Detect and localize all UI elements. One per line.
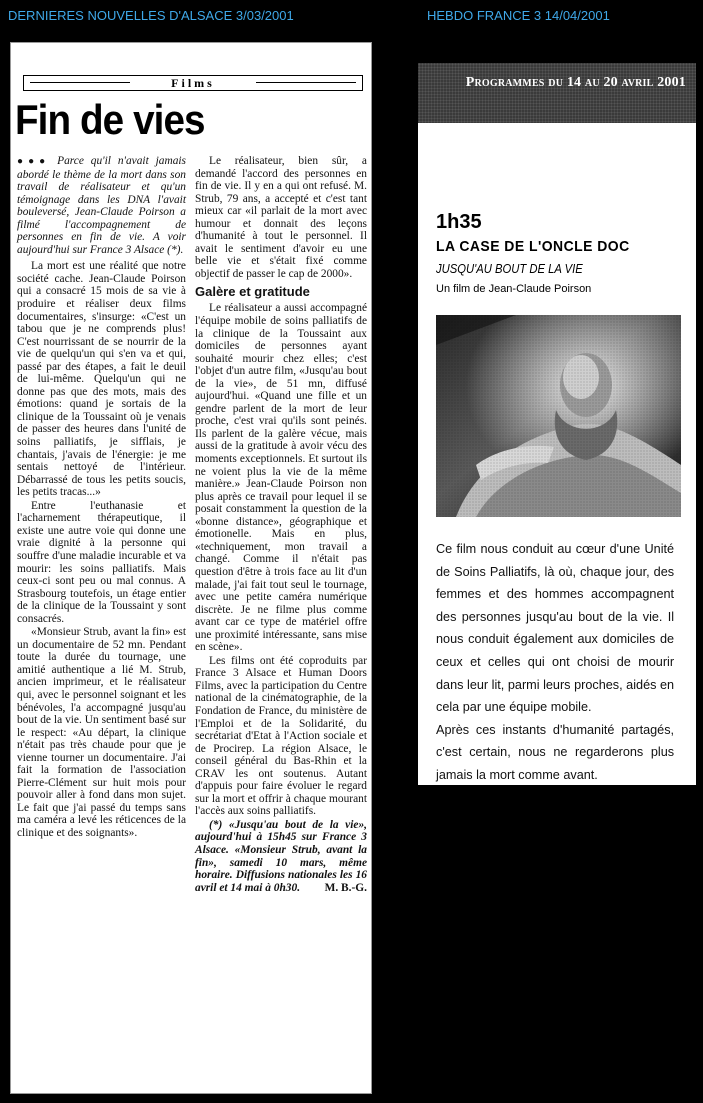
programme-synopsis [436,538,684,785]
article-subhead: Galère et gratitude [195,284,310,300]
article-paragraph: «Monsieur Strub, avant la fin» est un documentaire de 52 mn. Pendant toute la durée du tournage, une amitié authentique a lié M. Strub, ancien imprimeur, et le réalisateur qui, avec le personnel soignant et les bénévoles, l'a accompagné jusqu'au bout de la vie. Un sentiment basé sur le respect: «Au départ, la clinique n'était pas très chaude pour que je vienne tourner un documentaire. J'ai fait la formation de l'association Pierre-Clément sur huit mois pour pouvoir aller à fond dans mon sujet. Le fait que j'ai passé du temps sans ma caméra a levé les réticences de la clinique et des soignants». [17,626,187,839]
broadcast-note [195,819,367,894]
patient-photo [436,315,681,517]
tv-listing-clipping [418,63,696,785]
source-label-left: DERNIERES NOUVELLES D'ALSACE 3/03/2001 [8,8,294,23]
article-paragraph: Entre l'euthanasie et l'acharnement thérapeutique, il existe une autre voie qui donne une vraie dignité à la personne qui souffre d'une maladie incurable et va mourir: les soins palliatifs. Mais ceux-ci sont peu ou mal connus. A Strasbourg toutefois, un étage entier de la clinique de la Toussaint y sont consacrés. [17,499,186,625]
article-column-1 [17,155,186,841]
bullet-dots-icon: ●●● [17,156,51,167]
section-rubric: Films [23,75,363,91]
article-paragraph: Le réalisateur, bien sûr, a demandé l'accord des personnes en fin de vie. Il y en a qui ont refusé. M. Strub, 79 ans, a accepté et c'est tant mieux car «il parlait de la mort avec humour et donnait des leçons d'humanité à tout le personnel. Il avait le sentiment d'avoir eu une belle vie et s'était fixé comme objectif de passer le cap de 2000». [195,155,367,280]
programme-duration: 1h35 [436,211,482,233]
article-lead [17,155,186,256]
source-label-right: HEBDO FRANCE 3 14/04/2001 [427,8,610,23]
lead-text: Parce qu'il n'avait jamais abordé le thème de la mort dans son travail de réalisateur et qu'un témoignage dans les DNA l'avait bouleversé, Jean-Claude Poirson a filmé l'accompagnement de personnes en fin de vie. A voir aujourd'hui sur France 3 Alsace (*). [17,155,186,256]
article-column-2 [195,155,367,895]
article-paragraph: Les films ont été coproduits par France 3 Alsace et Human Doors Films, avec la participation du Centre national de la cinématographie, de la Fondation de France, du ministère de l'Emploi et de la Solidarité, du secrétariat d'Etat à l'Action sociale et de Procirep. La région Alsace, le conseil général du Bas-Rhin et la CRAV les ont soutenus. Autant d'appuis pour faire évoluer le regard sur la mort et offrir à chaque mourant l'accès aux soins palliatifs. [195,654,367,818]
synopsis-paragraph: Après ces instants d'humanité partagés, c'est certain, nous ne regarderons plus jamais la mort comme avant. [436,721,675,782]
programme-title: LA CASE DE L'ONCLE DOC [436,238,630,255]
synopsis-paragraph: Ce film nous conduit au cœur d'une Unité de Soins Palliatifs, là où, chaque jour, des femmes et des hommes accompagnent des personnes jusqu'au bout de la vie. Il nous conduit également aux domiciles de ceux et celles qui ont choisi de mourir dans leur lit, parmi leurs proches, aidés en cela par une équipe mobile. [436,541,675,715]
article-paragraph: La mort est une réalité que notre société cache. Jean-Claude Poirson qui a consacré 15 mois de sa vie à produire et réaliser deux films documentaires, s'insurge: «C'est un tabou que je ne comprends plus! C'est nourrissant de se nourrir de la vie de quelqu'un qui s'en va et qui, passé par des étapes, a fait le deuil de lui-même. Quelqu'un qui ne donne pas que des mots, mais des émotions: quand je sortais de la clinique de la Toussaint où je venais de passer des heures dans l'unité de soins palliatifs, je sifflais, je chantais, j'avais de l'énergie: je me sentais nettoyé de l'intérieur. Débarrassé de tous les petits soucis, les petits tracas...» [17,260,186,499]
newspaper-clipping-left [10,42,372,1094]
programme-dates-band [418,63,696,123]
author-signature: M. B.-G. [324,881,367,894]
article-paragraph: Le réalisateur a aussi accompagné l'équipe mobile de soins palliatifs de la clinique de la Toussaint aux domiciles de personnes ayant souhaité mourir chez elles; c'est l'objet d'un autre film, «Jusqu'au bout de la vie», de 51 mn, diffusé aujourd'hui. «Quand une fille et un gendre parlent de la mort de leur proche, c'est vrai qu'ils sont peinés. Ils parlent de la galère vécue, mais aussi de la gratitude à avoir vécu des moments exceptionnels. Et surtout ils ne voient plus la vie de la même manière.» Jean-Claude Poirson non plus après ce travail pour lequel il se posait constamment la question de la «bonne distance», géographique et émotionelle. Mais en plus, «techniquement, mon travail a changé. Comme il n'était pas question d'être à trois face au lit d'un malade, j'ai fait tout seul le tournage, avec une petite caméra numérique discrète. Je ne filme plus comme avant car ce type de matériel offre une proximité intéressante, sans mise en scène». [195,302,367,654]
article-headline: Fin de vies [15,96,205,143]
broadcast-note-text: (*) «Jusqu'au bout de la vie», aujourd'hui à 15h45 sur France 3 Alsace. «Monsieur Strub, avant la fin», samedi 10 mars, même horaire. Diffusions nationales les 16 avril et 14 mai à 0h30. [195,818,367,894]
programme-credit: Un film de Jean-Claude Poirson [436,283,592,295]
programme-subtitle: JUSQU'AU BOUT DE LA VIE [436,262,583,276]
programme-dates: Programmes du 14 au 20 avril 2001 [465,75,686,90]
